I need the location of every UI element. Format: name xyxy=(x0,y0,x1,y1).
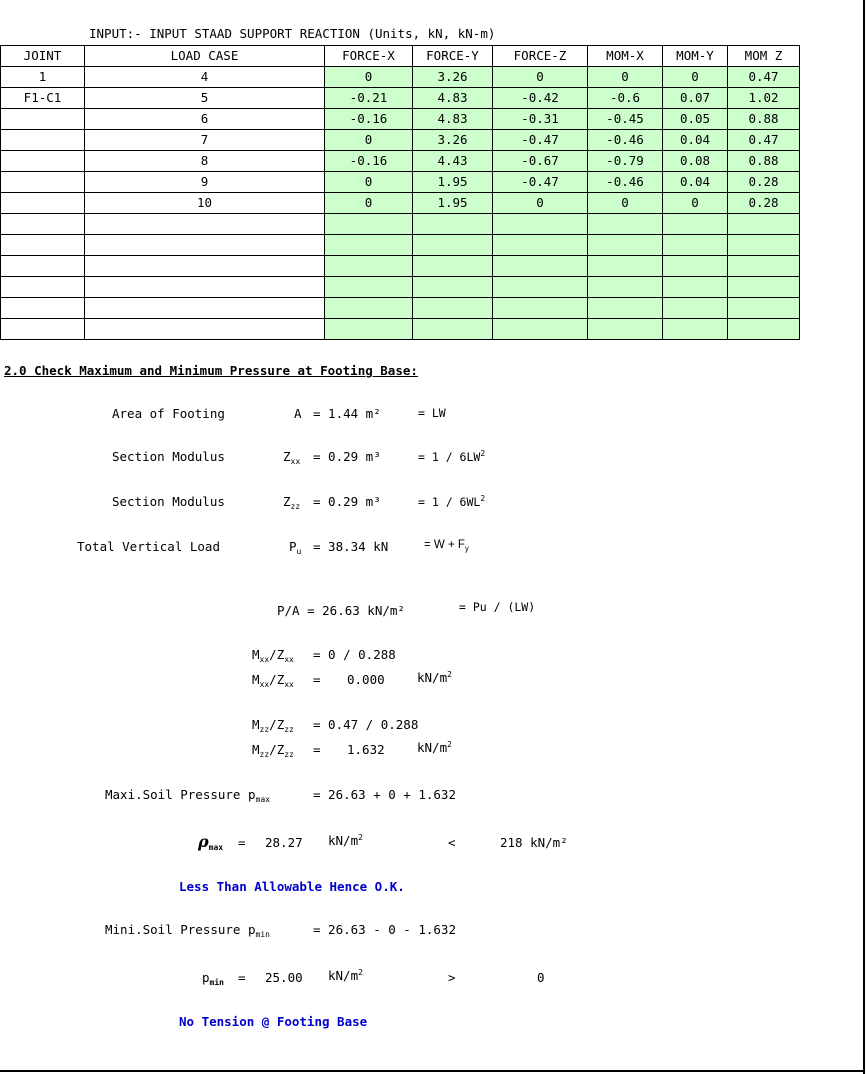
joint-cell: 1 xyxy=(1,67,85,88)
value-cell[interactable] xyxy=(663,277,728,298)
joint-cell xyxy=(1,193,85,214)
value-cell[interactable]: 0.47 xyxy=(728,67,800,88)
value-cell[interactable]: -0.45 xyxy=(588,109,663,130)
pmin-calc-value: = 26.63 - 0 - 1.632 xyxy=(313,922,456,937)
column-header: FORCE-Y xyxy=(413,46,493,67)
allowable-pressure: 218 kN/m² xyxy=(500,835,568,850)
value-cell[interactable]: 0 xyxy=(493,193,588,214)
load-case-cell xyxy=(85,319,325,340)
column-header: MOM-X xyxy=(588,46,663,67)
pmin-eq: = xyxy=(238,970,246,985)
load-case-cell: 9 xyxy=(85,172,325,193)
column-header: MOM Z xyxy=(728,46,800,67)
pmin-comparison: > xyxy=(448,970,456,985)
mzz-lhs-1: $M_{zz}/Z_{zz}$ xyxy=(252,717,294,734)
value-cell[interactable]: 0 xyxy=(588,193,663,214)
value-cell[interactable]: 0 xyxy=(493,67,588,88)
table-row xyxy=(1,214,800,235)
column-header: FORCE-X xyxy=(325,46,413,67)
value-cell[interactable]: -0.6 xyxy=(588,88,663,109)
value-cell[interactable]: 0 xyxy=(325,172,413,193)
value-cell[interactable] xyxy=(663,256,728,277)
value-cell[interactable] xyxy=(728,235,800,256)
value-cell[interactable]: 1.95 xyxy=(413,193,493,214)
zzz-formula: = $1 / 6WL^2$ xyxy=(418,494,486,509)
value-cell[interactable]: 0 xyxy=(325,67,413,88)
mzz-line2-value: 1.632 xyxy=(347,742,385,757)
pmax-calc-label: Maxi.Soil Pressure $p_{max}$ xyxy=(105,787,270,804)
value-cell[interactable]: 0.08 xyxy=(663,151,728,172)
section-heading: 2.0 Check Maximum and Minimum Pressure at Footing Base: xyxy=(4,363,418,378)
value-cell[interactable]: 4.83 xyxy=(413,88,493,109)
pmax-calc-value: = 26.63 + 0 + 1.632 xyxy=(313,787,456,802)
load-case-cell: 10 xyxy=(85,193,325,214)
value-cell[interactable]: -0.21 xyxy=(325,88,413,109)
value-cell[interactable]: 0 xyxy=(588,67,663,88)
pmin-value: 25.00 xyxy=(265,970,303,985)
mzz-unit: $kN/m^2$ xyxy=(417,740,452,755)
value-cell[interactable]: -0.47 xyxy=(493,130,588,151)
value-cell[interactable]: -0.42 xyxy=(493,88,588,109)
pu-value: = 38.34 kN xyxy=(313,539,389,554)
table-row xyxy=(1,172,800,193)
table-row xyxy=(1,235,800,256)
joint-cell xyxy=(1,298,85,319)
pmax-value: 28.27 xyxy=(265,835,303,850)
value-cell[interactable] xyxy=(413,319,493,340)
value-cell[interactable]: 1.02 xyxy=(728,88,800,109)
value-cell[interactable] xyxy=(663,214,728,235)
value-cell[interactable]: 0.28 xyxy=(728,172,800,193)
value-cell[interactable]: 3.26 xyxy=(413,67,493,88)
value-cell[interactable] xyxy=(728,256,800,277)
pu-formula: = $W + F_y$ xyxy=(424,539,469,553)
value-cell[interactable] xyxy=(413,235,493,256)
value-cell[interactable]: 0.07 xyxy=(663,88,728,109)
pa-value: P/A = 26.63 kN/m² xyxy=(277,603,405,618)
value-cell[interactable] xyxy=(413,214,493,235)
joint-cell xyxy=(1,172,85,193)
pmin-unit: $kN/m^2$ xyxy=(328,968,363,983)
table-header-row xyxy=(1,46,800,67)
load-case-cell xyxy=(85,256,325,277)
value-cell[interactable] xyxy=(728,277,800,298)
zxx-label: Section Modulus xyxy=(112,449,225,464)
value-cell[interactable]: 3.26 xyxy=(413,130,493,151)
area-formula: = LW xyxy=(418,406,446,420)
joint-cell xyxy=(1,235,85,256)
joint-cell: F1-C1 xyxy=(1,88,85,109)
zzz-symbol: $Z_{zz}$ xyxy=(283,494,301,511)
pmin-limit: 0 xyxy=(537,970,545,985)
table-row xyxy=(1,130,800,151)
value-cell[interactable]: 4.43 xyxy=(413,151,493,172)
pmin-result-note: No Tension @ Footing Base xyxy=(179,1014,368,1029)
page-border-right xyxy=(863,0,865,1074)
zzz-label: Section Modulus xyxy=(112,494,225,509)
value-cell[interactable] xyxy=(325,277,413,298)
mxx-lhs-2: $M_{xx}/Z_{xx}$ xyxy=(252,672,294,689)
support-reaction-table xyxy=(0,45,800,340)
zxx-formula: = $1 / 6LW^2$ xyxy=(418,449,486,464)
load-case-cell xyxy=(85,277,325,298)
mxx-line1: = 0 / 0.288 xyxy=(313,647,396,662)
table-row xyxy=(1,298,800,319)
pmax-symbol: $\rho_{max}$ xyxy=(198,832,224,852)
value-cell[interactable]: 0 xyxy=(663,193,728,214)
value-cell[interactable] xyxy=(325,319,413,340)
value-cell[interactable] xyxy=(413,256,493,277)
mzz-lhs-2: $M_{zz}/Z_{zz}$ xyxy=(252,742,294,759)
value-cell[interactable]: -0.46 xyxy=(588,130,663,151)
zxx-value: = 0.29 m³ xyxy=(313,449,381,464)
value-cell[interactable]: -0.79 xyxy=(588,151,663,172)
table-row xyxy=(1,277,800,298)
value-cell[interactable]: 0.47 xyxy=(728,130,800,151)
value-cell[interactable]: 4.83 xyxy=(413,109,493,130)
value-cell[interactable] xyxy=(588,298,663,319)
mzz-line1: = 0.47 / 0.288 xyxy=(313,717,419,732)
column-header: JOINT xyxy=(1,46,85,67)
value-cell[interactable] xyxy=(493,235,588,256)
value-cell[interactable] xyxy=(413,298,493,319)
value-cell[interactable]: -0.16 xyxy=(325,109,413,130)
value-cell[interactable] xyxy=(728,319,800,340)
load-case-cell: 6 xyxy=(85,109,325,130)
joint-cell xyxy=(1,319,85,340)
value-cell[interactable] xyxy=(413,277,493,298)
value-cell[interactable]: -0.46 xyxy=(588,172,663,193)
joint-cell xyxy=(1,151,85,172)
pmax-unit: $kN/m^2$ xyxy=(328,833,363,848)
value-cell[interactable]: -0.47 xyxy=(493,172,588,193)
joint-cell xyxy=(1,256,85,277)
joint-cell xyxy=(1,214,85,235)
value-cell[interactable]: 0 xyxy=(325,130,413,151)
value-cell[interactable] xyxy=(588,319,663,340)
value-cell[interactable] xyxy=(493,277,588,298)
joint-cell xyxy=(1,109,85,130)
value-cell[interactable]: -0.67 xyxy=(493,151,588,172)
value-cell[interactable] xyxy=(493,256,588,277)
value-cell[interactable] xyxy=(663,298,728,319)
value-cell[interactable] xyxy=(588,277,663,298)
table-row xyxy=(1,109,800,130)
value-cell[interactable] xyxy=(493,319,588,340)
mzz-line2-eq: = xyxy=(313,742,321,757)
load-case-cell xyxy=(85,235,325,256)
area-label: Area of Footing xyxy=(112,406,225,421)
table-row xyxy=(1,67,800,88)
value-cell[interactable] xyxy=(588,256,663,277)
value-cell[interactable]: 0 xyxy=(663,67,728,88)
load-case-cell xyxy=(85,298,325,319)
table-row xyxy=(1,88,800,109)
pu-symbol: $P_u$ xyxy=(289,539,302,556)
joint-cell xyxy=(1,277,85,298)
table-row xyxy=(1,151,800,172)
mxx-line2-value: 0.000 xyxy=(347,672,385,687)
value-cell[interactable]: 0.88 xyxy=(728,109,800,130)
pu-label: Total Vertical Load xyxy=(77,539,220,554)
value-cell[interactable] xyxy=(325,256,413,277)
value-cell[interactable]: 0.04 xyxy=(663,172,728,193)
area-value: = 1.44 m² xyxy=(313,406,381,421)
mxx-line2-eq: = xyxy=(313,672,321,687)
table-row xyxy=(1,256,800,277)
value-cell[interactable] xyxy=(728,214,800,235)
pmax-comparison: < xyxy=(448,835,456,850)
zxx-symbol: $Z_{xx}$ xyxy=(283,449,301,466)
value-cell[interactable]: 0.28 xyxy=(728,193,800,214)
value-cell[interactable] xyxy=(663,235,728,256)
value-cell[interactable]: -0.31 xyxy=(493,109,588,130)
column-header: FORCE-Z xyxy=(493,46,588,67)
value-cell[interactable] xyxy=(588,214,663,235)
page-border-bottom xyxy=(0,1070,865,1072)
value-cell[interactable] xyxy=(588,235,663,256)
zzz-value: = 0.29 m³ xyxy=(313,494,381,509)
value-cell[interactable]: 0.04 xyxy=(663,130,728,151)
value-cell[interactable]: 0.05 xyxy=(663,109,728,130)
mxx-lhs-1: $M_{xx}/Z_{xx}$ xyxy=(252,647,294,664)
input-title: INPUT:- INPUT STAAD SUPPORT REACTION (Units, kN, kN-m) xyxy=(89,26,496,41)
pmax-eq: = xyxy=(238,835,246,850)
mxx-unit: $kN/m^2$ xyxy=(417,670,452,685)
value-cell[interactable]: 0 xyxy=(325,193,413,214)
pmin-calc-label: Mini.Soil Pressure $p_{min}$ xyxy=(105,922,270,939)
value-cell[interactable] xyxy=(493,298,588,319)
value-cell[interactable] xyxy=(325,298,413,319)
value-cell[interactable]: 0.88 xyxy=(728,151,800,172)
value-cell[interactable] xyxy=(325,214,413,235)
table-row xyxy=(1,319,800,340)
load-case-cell: 4 xyxy=(85,67,325,88)
joint-cell xyxy=(1,130,85,151)
value-cell[interactable] xyxy=(325,235,413,256)
value-cell[interactable] xyxy=(493,214,588,235)
pa-formula: = Pu / (LW) xyxy=(459,600,536,614)
area-symbol: A xyxy=(294,406,302,421)
value-cell[interactable]: 1.95 xyxy=(413,172,493,193)
pmin-symbol: $p_{min}$ xyxy=(202,970,224,987)
value-cell[interactable] xyxy=(728,298,800,319)
table-row xyxy=(1,193,800,214)
pmax-result-note: Less Than Allowable Hence O.K. xyxy=(179,879,405,894)
column-header: LOAD CASE xyxy=(85,46,325,67)
load-case-cell: 5 xyxy=(85,88,325,109)
value-cell[interactable]: -0.16 xyxy=(325,151,413,172)
load-case-cell xyxy=(85,214,325,235)
value-cell[interactable] xyxy=(663,319,728,340)
column-header: MOM-Y xyxy=(663,46,728,67)
load-case-cell: 7 xyxy=(85,130,325,151)
load-case-cell: 8 xyxy=(85,151,325,172)
